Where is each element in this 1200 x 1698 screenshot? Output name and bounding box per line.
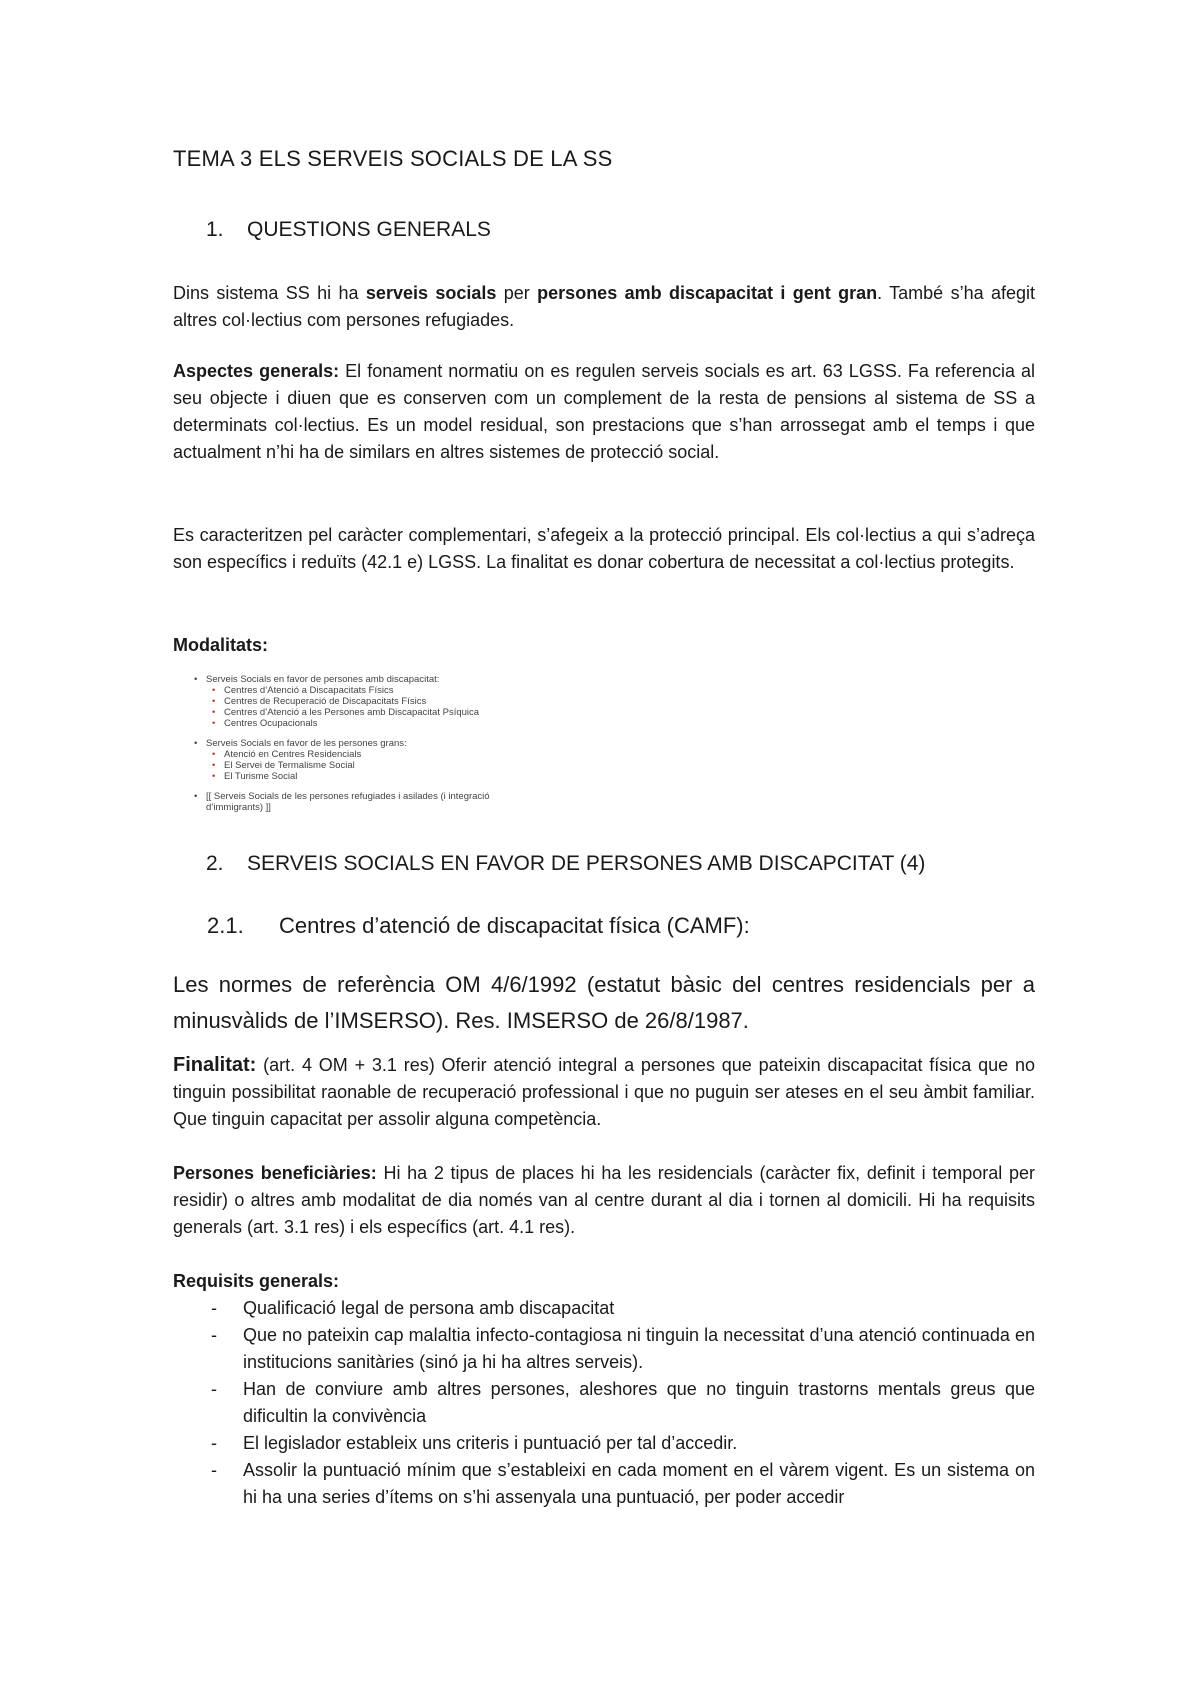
- intro-paragraph: Dins sistema SS hi ha serveis socials per persones amb discapacitat i gent gran. També s’ha afegit altres col·lectius com persones refugiades.: [173, 283, 1035, 330]
- document-title: TEMA 3 ELS SERVEIS SOCIALS DE LA SS: [173, 146, 613, 171]
- beneficiaries-text: Hi ha 2 tipus de places hi ha les residencials (caràcter fix, definit i temporal per residir) o altres amb modalitat de dia només van al centre durant al dia i tornen al domicili. Hi ha requisits generals (art. 3.1 res) i els específics (art. 4.1 res).: [173, 1163, 1035, 1237]
- section-1-number: 1.: [206, 218, 224, 241]
- aspectes-label: Aspectes generals:: [173, 361, 340, 381]
- modalitat-group: • Serveis Socials en favor de persones amb discapacitat:: [192, 674, 712, 685]
- dash-bullet: -: [211, 1460, 217, 1480]
- finalitat-text: (art. 4 OM + 3.1 res) Oferir atenció integral a persones que pateixin discapacitat física que no tinguin possibilitat raonable de recuperació professional i que no puguin ser ateses en el seu àmbit familiar. Que tinguin capacitat per assolir alguna competència.: [173, 1055, 1035, 1129]
- dash-bullet: -: [211, 1325, 217, 1345]
- requisit-item: - Assolir la puntuació mínim que s’estableixi en cada moment en el vàrem vigent. Es un sistema on hi ha una series d’ítems on s’hi assenyala una puntuació, per poder accedir: [173, 1457, 1035, 1511]
- section-2-1-title: Centres d’atenció de discapacitat física (CAMF):: [279, 913, 750, 938]
- section-2-title: SERVEIS SOCIALS EN FAVOR DE PERSONES AMB DISCAPCITAT (4): [247, 852, 926, 875]
- requisit-item: - Han de conviure amb altres persones, aleshores que no tinguin trastorns mentals greus que dificultin la convivència: [173, 1376, 1035, 1430]
- modalitat-item: • Centres d’Atenció a les Persones amb Discapacitat Psíquica: [192, 707, 712, 718]
- caracteritzen-paragraph: Es caracteritzen pel caràcter complementari, s’afegeix a la protecció principal. Els col·lectius a qui s’adreça son específics i reduïts (42.1 e) LGSS. La finalitat es donar cobertura de necessitat a col·lectius protegits.: [173, 525, 1035, 572]
- modalitat-item: • Atenció en Centres Residencials: [192, 749, 712, 760]
- dash-bullet: -: [211, 1379, 217, 1399]
- section-2-1-number: 2.1.: [207, 913, 244, 938]
- finalitat-label: Finalitat:: [173, 1054, 257, 1076]
- aspectes-text: El fonament normatiu on es regulen serveis socials es art. 63 LGSS. Fa referencia al seu objecte i diuen que es conserven com un complement de la resta de pensions al sistema de SS a determinats col·lectius. Es un model residual, son prestacions que s’han arrossegat amb el temps i que actualment n’hi ha de similars en altres sistemes de protecció social.: [173, 361, 1036, 462]
- beneficiaries-label: Persones beneficiàries:: [173, 1163, 377, 1183]
- modalitat-item: • Centres Ocupacionals: [192, 718, 712, 729]
- modalitat-item: • El Servei de Termalisme Social: [192, 760, 712, 771]
- requisits-label: Requisits generals:: [173, 1271, 340, 1291]
- requisit-item: - Que no pateixin cap malaltia infecto-contagiosa ni tinguin la necessitat d’una atenció continuada en institucions sanitàries (sinó ja hi ha altres serveis).: [173, 1322, 1035, 1376]
- modalitat-item: • Centres d’Atenció a Discapacitats Físics: [192, 685, 712, 696]
- aspectes-paragraph: [173, 358, 1035, 466]
- section-2-1-heading: [207, 913, 750, 939]
- requisit-item: - Qualificació legal de persona amb discapacitat: [173, 1295, 1035, 1322]
- modalitats-label: Modalitats:: [173, 635, 269, 655]
- beneficiaries-paragraph: [173, 1160, 1035, 1241]
- dash-bullet: -: [211, 1298, 217, 1318]
- modalitat-group: • Serveis Socials en favor de les persones grans:: [192, 738, 712, 749]
- section-2-number: 2.: [206, 852, 224, 875]
- modalitat-group: • [[ Serveis Socials de les persones refugiades i asilades (i integració d’immigrants) ]]: [192, 791, 526, 813]
- requisit-item: - El legislador estableix uns criteris i puntuació per tal d’accedir.: [173, 1430, 1035, 1457]
- section-1-heading: [173, 218, 491, 242]
- normes-paragraph: Les normes de referència OM 4/6/1992 (estatut bàsic del centres residencials per a minusvàlids de l’IMSERSO). Res. IMSERSO de 26/8/1987.: [173, 972, 1035, 1033]
- section-1-title: QUESTIONS GENERALS: [247, 218, 491, 241]
- section-2-heading: [173, 852, 925, 876]
- modalitat-item: • El Turisme Social: [192, 771, 712, 782]
- modalitat-item: • Centres de Recuperació de Discapacitats Físics: [192, 696, 712, 707]
- dash-bullet: -: [211, 1433, 217, 1453]
- modalitats-list-image: [192, 674, 712, 813]
- finalitat-paragraph: [173, 1052, 1035, 1133]
- intro-bold-serveis: serveis socials: [365, 283, 497, 303]
- intro-bold-persones: persones amb discapacitat i gent gran: [537, 283, 878, 303]
- requisits-list: [173, 1295, 1035, 1511]
